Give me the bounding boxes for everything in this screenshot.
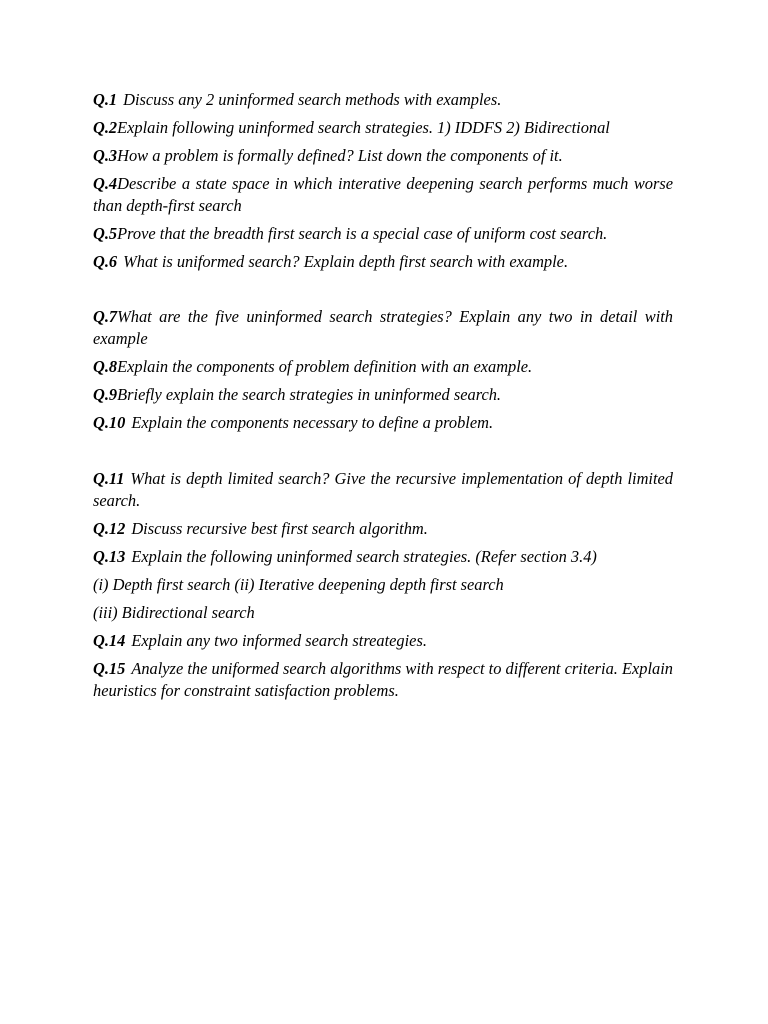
question-item (93, 173, 673, 217)
question-label: Q.5 (93, 224, 118, 243)
question-item (93, 356, 673, 378)
question-label: Q.9 (93, 385, 118, 404)
question-item (93, 89, 673, 111)
question-label: Q.3 (93, 146, 118, 165)
question-group-1 (93, 89, 673, 279)
question-text: Analyze the uniformed search algorithms with respect to different criteria. Explain heuristics for constraint satisfaction problems. (93, 659, 673, 700)
question-text: Explain the components of problem definition with an example. (117, 357, 533, 376)
question-item (93, 658, 673, 702)
question-text: Briefly explain the search strategies in uninformed search. (117, 385, 502, 404)
question-text: Explain the components necessary to define a problem. (131, 413, 494, 432)
question-label: Q.2 (93, 118, 118, 137)
question-label: Q.10 (93, 413, 126, 432)
question-label: Q.12 (93, 519, 126, 538)
question-text: Explain any two informed search streategies. (131, 631, 427, 650)
question-label: Q.14 (93, 631, 126, 650)
question-text: What is uniformed search? Explain depth first search with example. (123, 252, 569, 271)
question-item (93, 117, 673, 139)
question-item (93, 306, 673, 350)
question-text: Discuss any 2 uninformed search methods with examples. (123, 90, 502, 109)
question-text: How a problem is formally defined? List down the components of it. (117, 146, 563, 165)
question-item (93, 630, 673, 652)
question-item (93, 384, 673, 406)
question-label: Q.11 (93, 469, 125, 488)
question-label: Q.8 (93, 357, 118, 376)
question-item (93, 223, 673, 245)
question-item (93, 518, 673, 540)
question-label: Q.15 (93, 659, 126, 678)
question-label: Q.6 (93, 252, 118, 271)
q13-subline: (i) Depth first search (ii) Iterative deepening depth first search (93, 575, 504, 594)
question-text: What is depth limited search? Give the recursive implementation of depth limited search. (93, 469, 673, 510)
question-item (93, 145, 673, 167)
question-group-3 (93, 468, 673, 708)
question-label: Q.7 (93, 307, 118, 326)
question-text: Explain the following uninformed search strategies. (Refer section 3.4) (131, 547, 597, 566)
question-label: Q.4 (93, 174, 118, 193)
question-item (93, 546, 673, 568)
question-item (93, 412, 673, 434)
question-label: Q.13 (93, 547, 126, 566)
q13-subline: (iii) Bidirectional search (93, 603, 255, 622)
question-text: What are the five uninformed search strategies? Explain any two in detail with example (93, 307, 673, 348)
question-label: Q.1 (93, 90, 118, 109)
question-item (93, 468, 673, 512)
question-text: Prove that the breadth first search is a special case of uniform cost search. (117, 224, 608, 243)
question-item (93, 251, 673, 273)
question-text: Discuss recursive best first search algorithm. (131, 519, 428, 538)
question-text: Explain following uninformed search strategies. 1) IDDFS 2) Bidirectional (117, 118, 610, 137)
question-group-2 (93, 306, 673, 440)
question-text: Describe a state space in which interative deepening search performs much worse than depth-first search (93, 174, 673, 215)
